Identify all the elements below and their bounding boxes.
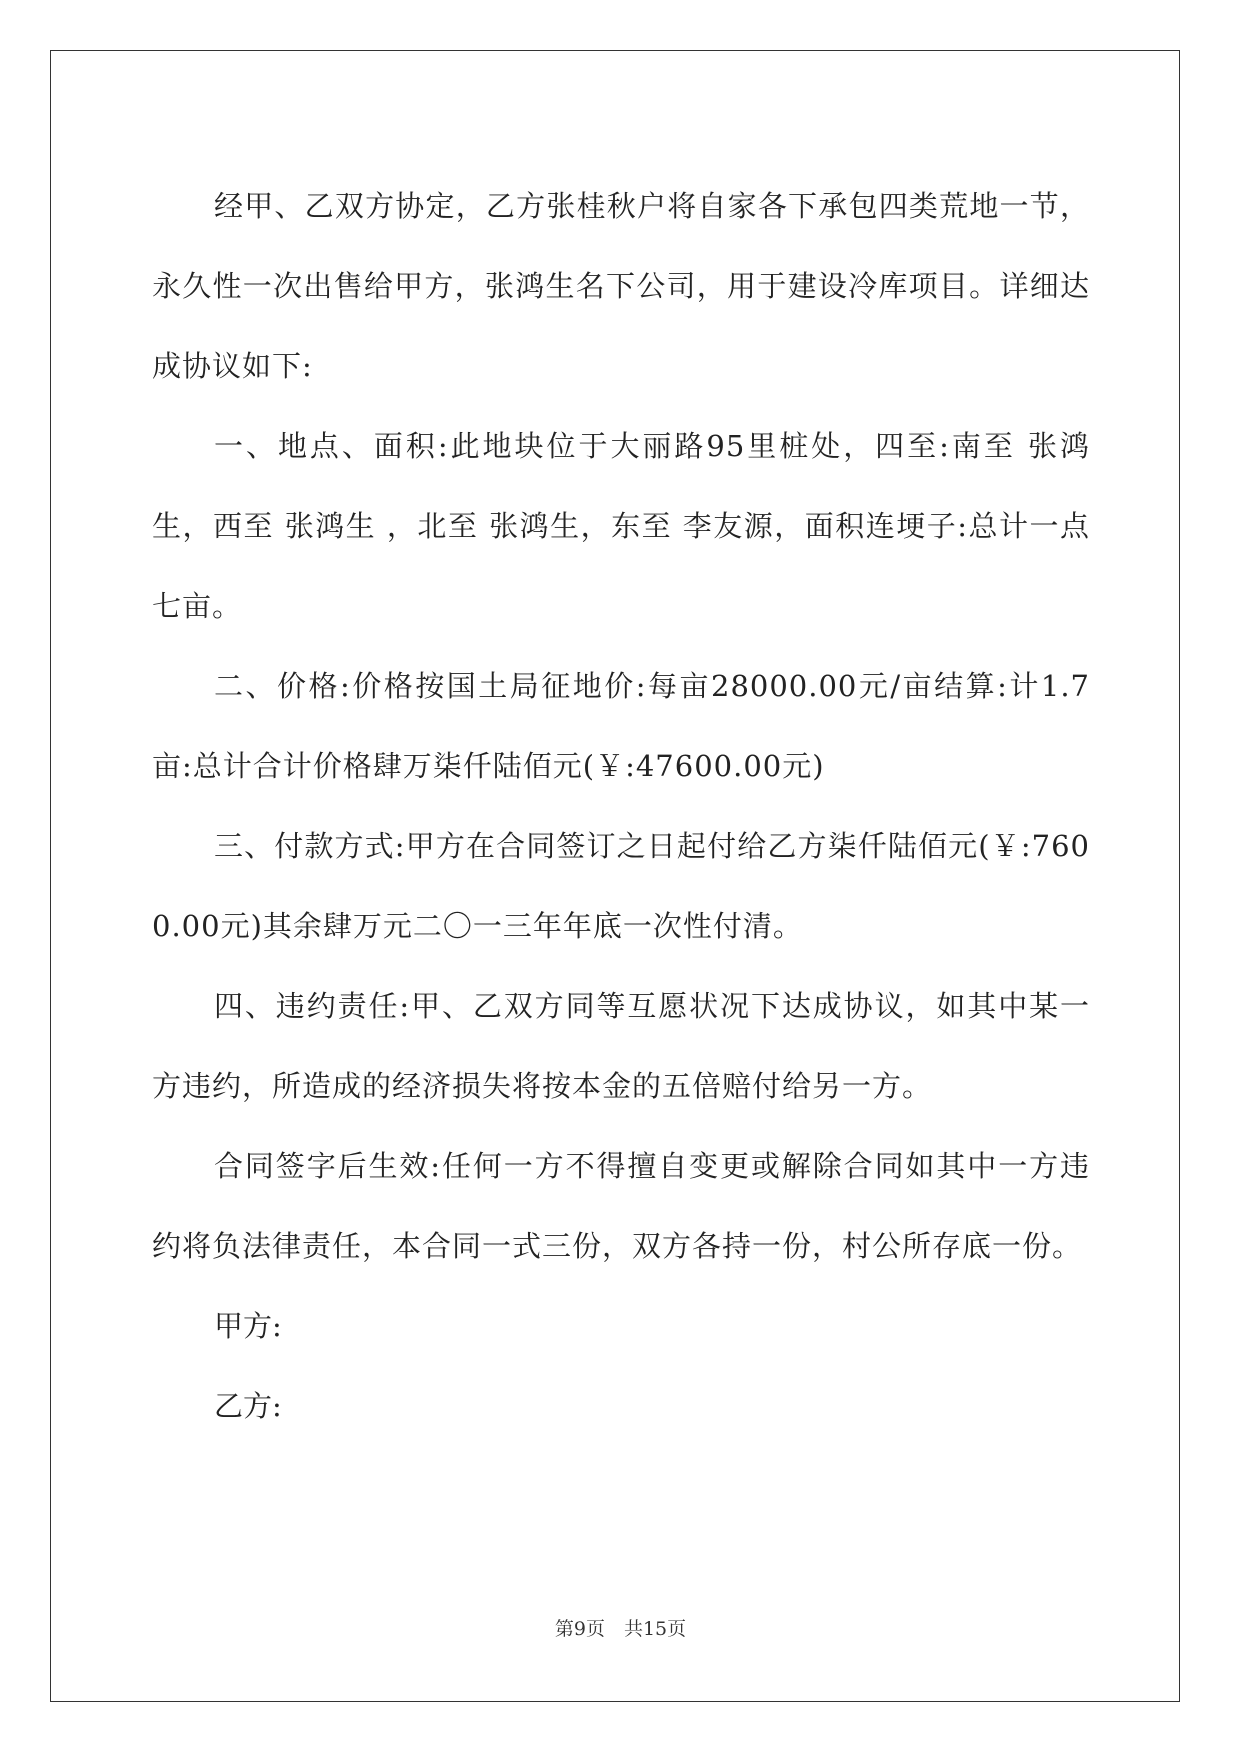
clause-breach: 四、违约责任:甲、乙双方同等互愿状况下达成协议，如其中某一方违约，所造成的经济损失将按本金的五倍赔付给另一方。 [152,989,1090,1103]
clause-price: 二、价格:价格按国土局征地价:每亩28000.00元/亩结算:计1.7亩:总计合计价格肆万柒仟陆佰元(￥:47600.00元) [152,669,1090,783]
party-b-signature: 乙方: [214,1389,282,1423]
party-a-signature: 甲方: [214,1309,282,1343]
clause-payment: 三、付款方式:甲方在合同签订之日起付给乙方柒仟陆佰元(￥:7600.00元)其余肆万元二〇一三年年底一次性付清。 [152,829,1090,943]
intro-paragraph: 经甲、乙双方协定，乙方张桂秋户将自家各下承包四类荒地一节，永久性一次出售给甲方，张鸿生名下公司，用于建设冷库项目。详细达成协议如下: [152,189,1090,383]
clause-location-area: 一、地点、面积:此地块位于大丽路95里桩处，四至:南至 张鸿生，西至 张鸿生 ，北至 张鸿生，东至 李友源，面积连埂子:总计一点七亩。 [152,429,1090,623]
page-number: 第9页 共15页 [554,1618,687,1640]
document-body [152,166,1090,1446]
clause-effectiveness: 合同签字后生效:任何一方不得擅自变更或解除合同如其中一方违约将负法律责任，本合同一式三份，双方各持一份，村公所存底一份。 [152,1149,1090,1263]
